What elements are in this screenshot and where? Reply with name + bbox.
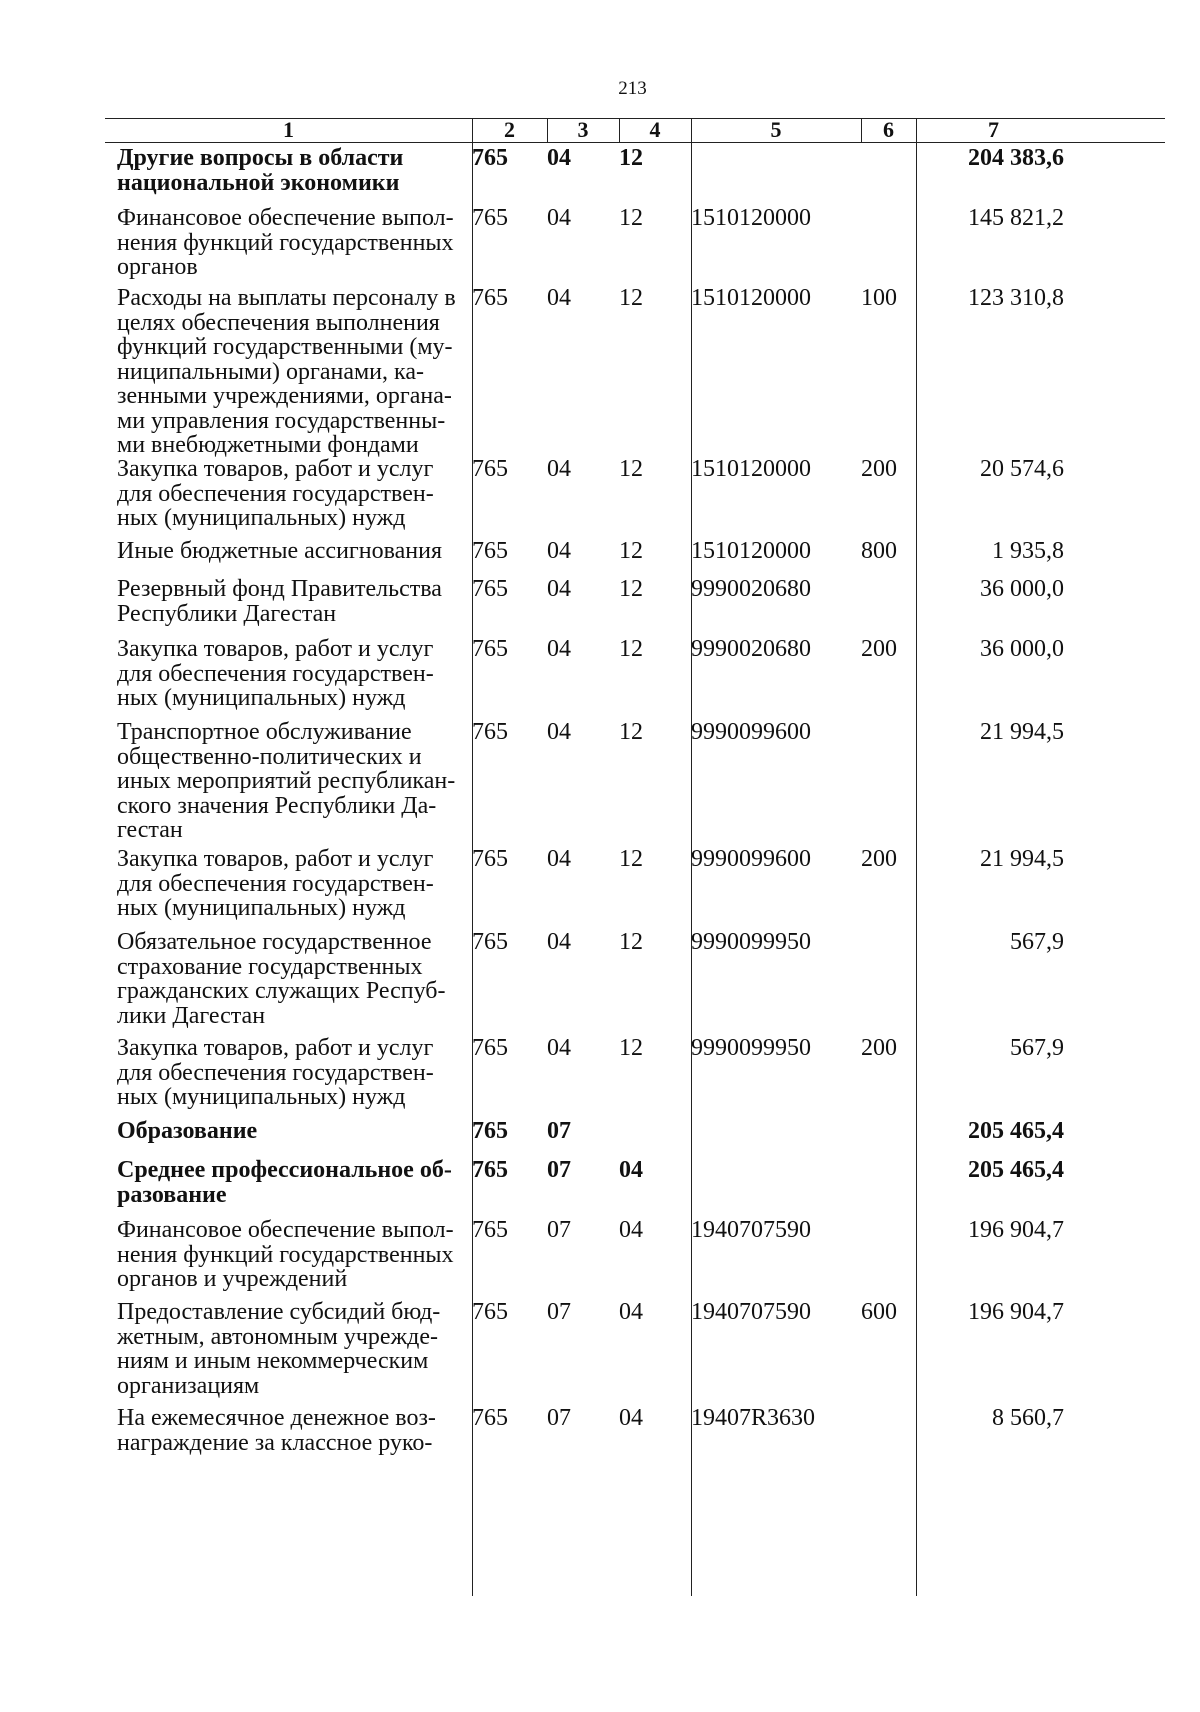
row-name [117,1119,467,1144]
row-name-line: общественно-политических и [117,743,422,770]
row-c3: 04 [547,456,571,482]
row-c3: 04 [547,719,571,745]
row-name-line: Финансовое обеспечение выпол- [117,1217,454,1243]
row-name [117,720,467,843]
row-c3: 07 [547,1405,571,1431]
row-c7: 36 000,0 [980,636,1064,662]
row-name-line: для обеспечения государствен- [117,480,434,507]
row-c2: 765 [472,1118,508,1144]
row-c7: 21 994,5 [980,719,1064,745]
row-c4: 12 [619,205,643,231]
row-name-line: Резервный фонд Правительства [117,576,442,602]
row-c6: 800 [861,538,897,564]
row-name-line: Обязательное государственное [117,929,432,955]
row-c2: 765 [472,1217,508,1243]
row-c7: 20 574,6 [980,456,1064,482]
table-header [105,118,1165,142]
row-name-line: гражданских служащих Респуб- [117,978,446,1004]
row-c6: 600 [861,1299,897,1325]
row-c5: 9990099600 [691,719,811,745]
row-c5: 1510120000 [691,285,811,311]
row-c3: 04 [547,538,571,564]
row-c2: 765 [472,719,508,745]
row-name [117,206,467,280]
row-name-line: для обеспечения государствен- [117,660,434,687]
row-name [117,286,467,458]
row-name-line: Предоставление субсидий бюд- [117,1299,441,1325]
row-c2: 765 [472,929,508,955]
row-c4: 12 [619,145,643,171]
row-name [117,847,467,921]
row-c2: 765 [472,1405,508,1431]
row-c7: 196 904,7 [968,1299,1064,1325]
header-bottom-rule [105,142,1165,143]
row-c2: 765 [472,538,508,564]
row-c2: 765 [472,145,508,171]
row-c6: 200 [861,456,897,482]
row-c7: 8 560,7 [992,1405,1064,1431]
row-c4: 12 [619,846,643,872]
row-name-line: Иные бюджетные ассигнования [117,538,442,564]
header-col-4: 4 [649,117,661,142]
row-c6: 200 [861,1035,897,1061]
row-c4: 04 [619,1405,643,1431]
row-c3: 04 [547,846,571,872]
row-name-line: нения функций государственных [117,1241,454,1268]
row-c3: 04 [547,1035,571,1061]
row-name [117,1036,467,1110]
row-name-line: Транспортное обслуживание [117,719,412,745]
row-name-line: награждение за классное руко- [117,1429,433,1456]
row-c4: 12 [619,719,643,745]
row-c7: 204 383,6 [968,145,1064,171]
row-name-line: Финансовое обеспечение выпол- [117,205,454,231]
row-c4: 12 [619,285,643,311]
row-name-line: Образование [117,1118,258,1144]
row-name-line: ского значения Республики Да- [117,792,437,819]
row-name-line: для обеспечения государствен- [117,870,434,897]
budget-table [105,118,1165,1596]
row-c4: 12 [619,576,643,602]
header-col-7: 7 [988,117,999,142]
row-c3: 07 [547,1118,571,1144]
row-name-line: органов и учреждений [117,1266,348,1292]
row-name-line: организациям [117,1372,260,1399]
row-name [117,1406,467,1455]
row-name-line: На ежемесячное денежное воз- [117,1405,436,1431]
row-c7: 567,9 [1010,929,1064,955]
row-c2: 765 [472,456,508,482]
row-c3: 04 [547,636,571,662]
row-name [117,1300,467,1398]
row-name-line: ных (муниципальных) нужд [117,505,406,531]
row-c7: 205 465,4 [968,1118,1064,1144]
row-name [117,539,467,564]
row-name [117,146,467,195]
row-c7: 145 821,2 [968,205,1064,231]
row-c3: 04 [547,145,571,171]
row-c3: 04 [547,929,571,955]
header-col-5: 5 [770,117,782,142]
row-c2: 765 [472,1299,508,1325]
row-c3: 07 [547,1299,571,1325]
row-c5: 9990020680 [691,576,811,602]
row-name-line: ми внебюджетными фондами [117,432,419,458]
row-c2: 765 [472,846,508,872]
row-name-line: Закупка товаров, работ и услуг [117,846,434,872]
header-col-3: 3 [577,117,589,142]
row-c7: 196 904,7 [968,1217,1064,1243]
row-name-line: ми управления государственны- [117,407,446,434]
row-name-line: Закупка товаров, работ и услуг [117,636,434,662]
row-name [117,637,467,711]
row-name-line: Республики Дагестан [117,600,337,627]
row-c2: 765 [472,1157,508,1183]
row-name-line: ных (муниципальных) нужд [117,895,406,921]
row-name-line: органов [117,254,198,280]
row-c4: 12 [619,538,643,564]
row-c2: 765 [472,1035,508,1061]
row-c6: 100 [861,285,897,311]
header-col-1: 1 [283,117,294,142]
header-col-2: 2 [504,117,515,142]
row-c7: 205 465,4 [968,1157,1064,1183]
row-c4: 12 [619,636,643,662]
row-c5: 9990099950 [691,1035,811,1061]
row-name-line: иных мероприятий республикан- [117,768,456,794]
row-c3: 04 [547,576,571,602]
row-c7: 21 994,5 [980,846,1064,872]
row-c7: 567,9 [1010,1035,1064,1061]
row-name-line: зенными учреждениями, органа- [117,383,452,409]
row-c2: 765 [472,205,508,231]
row-c5: 1510120000 [691,456,811,482]
row-name-line: гестан [117,817,183,843]
row-c7: 123 310,8 [968,285,1064,311]
row-name-line: страхование государственных [117,953,423,980]
row-name-line: Закупка товаров, работ и услуг [117,456,434,482]
row-name-line: разование [117,1181,227,1208]
row-name [117,457,467,531]
row-name [117,1158,467,1207]
row-name [117,1218,467,1292]
row-name-line: Закупка товаров, работ и услуг [117,1035,434,1061]
row-c6: 200 [861,846,897,872]
row-name-line: Расходы на выплаты персоналу в [117,285,456,311]
row-c4: 12 [619,929,643,955]
row-c4: 04 [619,1217,643,1243]
row-name-line: для обеспечения государствен- [117,1059,434,1086]
row-name-line: функций государственными (му- [117,334,453,360]
row-c3: 07 [547,1217,571,1243]
row-c2: 765 [472,636,508,662]
row-c5: 1940707590 [691,1217,811,1243]
row-name-line: ных (муниципальных) нужд [117,685,406,711]
row-name-line: нения функций государственных [117,229,454,256]
row-c4: 04 [619,1157,643,1183]
row-c5: 1510120000 [691,538,811,564]
header-col-6: 6 [883,117,894,142]
row-name-line: Среднее профессиональное об- [117,1157,452,1183]
row-c5: 1940707590 [691,1299,811,1325]
row-name-line: Другие вопросы в области [117,145,404,171]
row-c7: 1 935,8 [992,538,1064,564]
row-c4: 12 [619,456,643,482]
row-c4: 12 [619,1035,643,1061]
row-name [117,930,467,1028]
row-c3: 04 [547,285,571,311]
row-c2: 765 [472,576,508,602]
row-name-line: ных (муниципальных) нужд [117,1084,406,1110]
row-name-line: ниям и иным некоммерческим [117,1348,429,1374]
row-c5: 9990099600 [691,846,811,872]
row-name-line: целях обеспечения выполнения [117,309,440,336]
row-name-line: ниципальными) органами, ка- [117,358,424,385]
row-c3: 04 [547,205,571,231]
row-c5: 9990020680 [691,636,811,662]
row-name [117,577,467,626]
row-c4: 04 [619,1299,643,1325]
row-name-line: жетным, автономным учрежде- [117,1323,439,1350]
row-c2: 765 [472,285,508,311]
page-number: 213 [618,78,647,99]
row-c7: 36 000,0 [980,576,1064,602]
row-c3: 07 [547,1157,571,1183]
row-c5: 9990099950 [691,929,811,955]
row-c5: 1510120000 [691,205,811,231]
row-name-line: национальной экономики [117,169,400,196]
row-c5: 19407R3630 [691,1405,816,1431]
row-c6: 200 [861,636,897,662]
row-name-line: лики Дагестан [117,1002,266,1029]
